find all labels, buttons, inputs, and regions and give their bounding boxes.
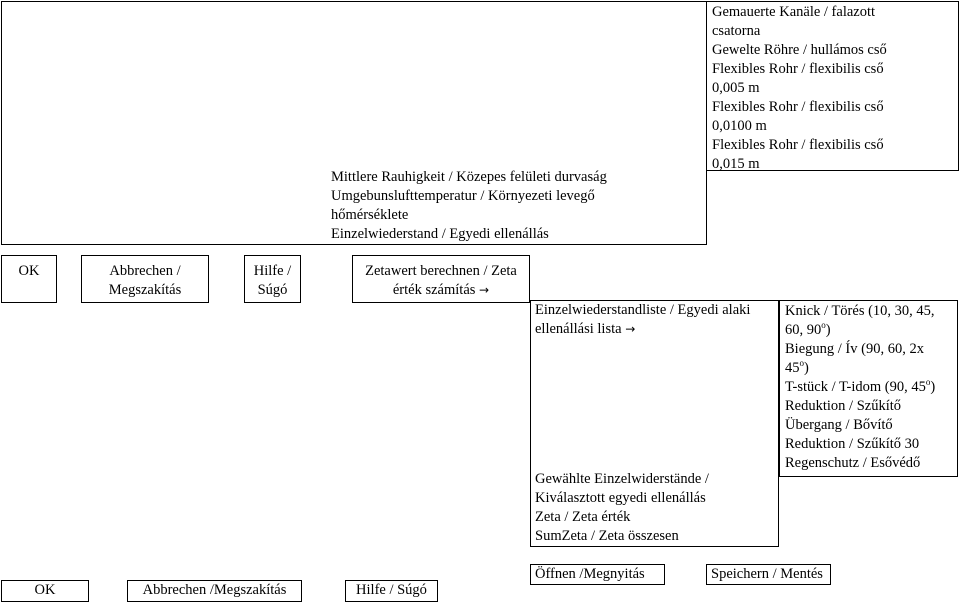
ok-button[interactable]: OK — [1, 255, 57, 303]
list-item[interactable]: Flexibles Rohr / flexibilis cső — [712, 137, 884, 153]
ambient-temp-label-cont: hőmérséklete — [331, 207, 409, 223]
list-item[interactable]: Knick / Törés (10, 30, 45, — [785, 303, 935, 319]
list-item[interactable]: Gemauerte Kanäle / falazott — [712, 4, 876, 20]
list-item[interactable]: Reduktion / Szűkítő 30 — [785, 436, 920, 452]
fittings-list[interactable] — [779, 300, 958, 477]
help-button[interactable]: Hilfe / Súgó — [244, 255, 301, 303]
ambient-temp-label: Umgebunslufttemperatur / Környezeti levegő — [331, 188, 595, 204]
calculate-zeta-button[interactable]: Zetawert berechnen / Zeta érték számítás → — [352, 255, 530, 303]
list-item[interactable]: Gewelte Röhre / hullámos cső — [712, 42, 887, 58]
parameter-labels — [331, 168, 607, 244]
list-item[interactable]: Flexibles Rohr / flexibilis cső — [712, 61, 884, 77]
list-item[interactable]: 45$^o$) — [785, 358, 809, 376]
bottom-help-button[interactable]: Hilfe / Súgó — [345, 580, 438, 602]
bottom-ok-button[interactable]: OK — [1, 580, 89, 602]
zeta-value-label: Zeta / Zeta érték — [535, 509, 631, 525]
list-item[interactable]: 0,005 m — [712, 80, 760, 96]
single-resistance-label: Einzelwiederstand / Egyedi ellenállás — [331, 226, 549, 242]
selected-resistances — [535, 470, 709, 546]
arrow-right-icon: → — [479, 283, 490, 297]
list-item[interactable]: Regenschutz / Esővédő — [785, 455, 921, 471]
list-item[interactable]: T-stück / T-idom (90, 45$^o$) — [785, 377, 936, 395]
selected-resistances-label-cont: Kiválasztott egyedi ellenállás — [535, 490, 706, 506]
open-button[interactable]: Öffnen /Megnyitás — [530, 564, 665, 585]
list-item[interactable]: 0,015 m — [712, 156, 760, 172]
sum-zeta-label: SumZeta / Zeta összesen — [535, 528, 679, 544]
save-button[interactable]: Speichern / Mentés — [706, 564, 831, 585]
roughness-list[interactable] — [706, 1, 959, 171]
resistance-list-label[interactable]: Einzelwiederstandliste / Egyedi alaki ellenállási lista → — [535, 302, 751, 337]
list-item[interactable]: Biegung / Ív (90, 60, 2x — [785, 341, 924, 357]
arrow-right-icon: → — [625, 322, 636, 336]
list-item[interactable]: 60, 90$^o$) — [785, 320, 831, 338]
list-item[interactable]: Übergang / Bővítő — [785, 417, 893, 433]
cancel-button[interactable]: Abbrechen / Megszakítás — [81, 255, 209, 303]
list-item[interactable]: Flexibles Rohr / flexibilis cső — [712, 99, 884, 115]
list-item[interactable]: Reduktion / Szűkítő — [785, 398, 901, 414]
list-item[interactable]: 0,0100 m — [712, 118, 767, 134]
selected-resistances-label: Gewählte Einzelwiderstände / — [535, 471, 709, 487]
roughness-label: Mittlere Rauhigkeit / Közepes felületi durvaság — [331, 169, 607, 185]
bottom-cancel-button[interactable]: Abbrechen /Megszakítás — [127, 580, 302, 602]
list-item[interactable]: csatorna — [712, 23, 761, 39]
